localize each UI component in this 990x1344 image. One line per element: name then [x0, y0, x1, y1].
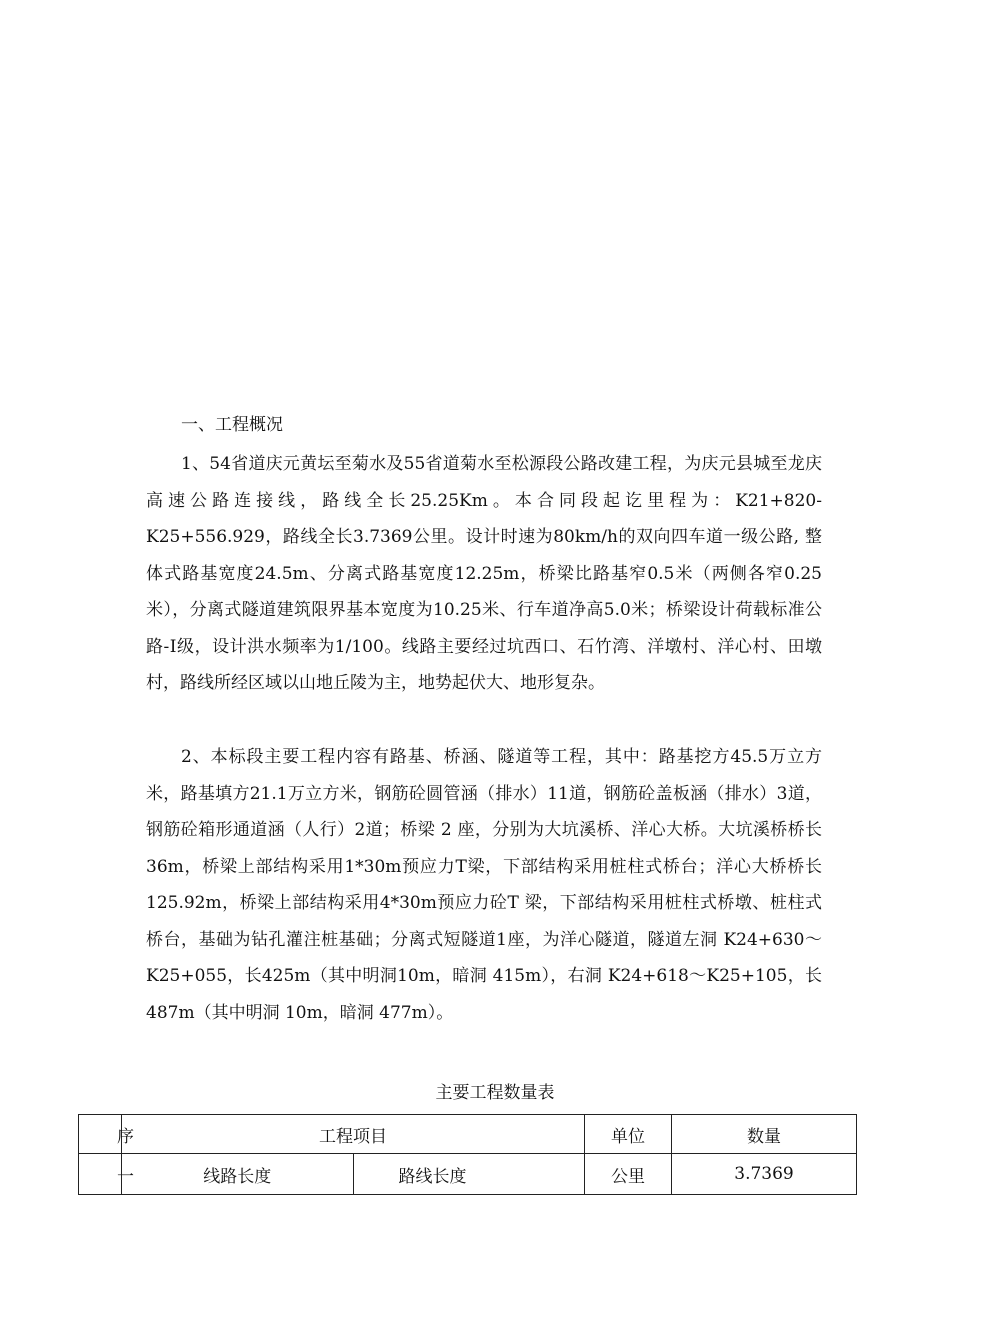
quantity-table	[78, 1114, 857, 1195]
table-row	[79, 1154, 857, 1195]
paragraph-project-overview: 1、54省道庆元黄坛至菊水及55省道菊水至松源段公路改建工程，为庆元县城至龙庆高速公路连接线，路线全长25.25Km。本合同段起讫里程为：K21+820-K25+556.929，路线全长3.7369公里。设计时速为80km/h的双向四车道一级公路, 整体式路基宽度24.5m、分离式路基宽度12.25m，桥梁比路基窄0.5米（两侧各窄0.25米），分离式隧道建筑限界基本宽度为10.25米、行车道净高5.0米；桥梁设计荷载标准公路-Ⅰ级，设计洪水频率为1/100。线路主要经过坑西口、石竹湾、洋墩村、洋心村、田墩村，路线所经区域以山地丘陵为主，地势起伏大、地形复杂。	[146, 454, 822, 693]
header-item: 工程项目	[122, 1115, 585, 1154]
header-unit: 单位	[585, 1115, 672, 1154]
row-seq: 一	[79, 1154, 122, 1195]
row-item: 路线长度	[353, 1154, 585, 1195]
row-category: 线路长度	[122, 1154, 354, 1195]
row-unit: 公里	[585, 1154, 672, 1195]
table-caption: 主要工程数量表	[435, 1083, 555, 1103]
header-seq: 序	[79, 1115, 122, 1154]
paragraph-main-works: 2、本标段主要工程内容有路基、桥涵、隧道等工程，其中：路基挖方45.5万立方米，路基填方21.1万立方米，钢筋砼圆管涵（排水）11道，钢筋砼盖板涵（排水）3道，钢筋砼箱形通道涵（人行）2道；桥梁 2 座，分别为大坑溪桥、洋心大桥。大坑溪桥桥长36m，桥梁上部结构采用1*30m预应力T梁，下部结构采用桩柱式桥台；洋心大桥桥长125.92m，桥梁上部结构采用4*30m预应力砼T 梁，下部结构采用桩柱式桥墩、桩柱式桥台，基础为钻孔灌注桩基础；分离式短隧道1座，为洋心隧道，隧道左洞 K24+630～K25+055，长425m（其中明洞10m，暗洞 415m），右洞 K24+618～K25+105，长487m（其中明洞 10m，暗洞 477m）。	[146, 747, 822, 1023]
section-heading: 一、工程概况	[181, 415, 283, 435]
table-header-row	[79, 1115, 857, 1154]
header-quantity: 数量	[672, 1115, 857, 1154]
row-quantity: 3.7369	[672, 1154, 857, 1195]
